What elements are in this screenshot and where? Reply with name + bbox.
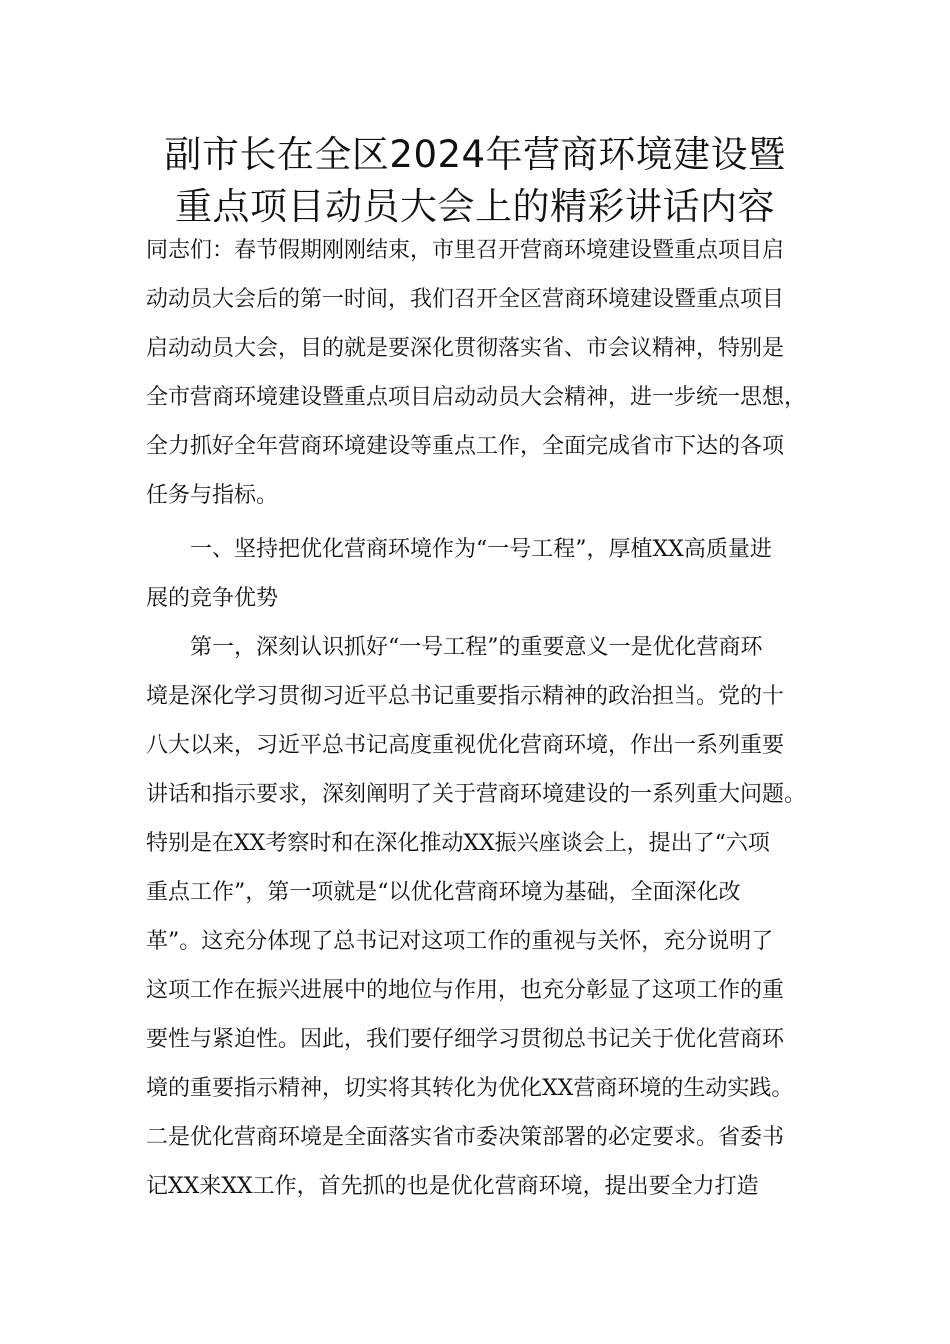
body-line: 革”。这充分体现了总书记对这项工作的重视与关怀，充分说明了 xyxy=(146,929,774,954)
body-line: 动动员大会后的第一时间，我们召开全区营商环境建设暨重点项目 xyxy=(146,287,785,312)
document-title-line-1: 副市长在全区2024年营商环境建设暨 xyxy=(164,133,786,176)
body-line: 这项工作在振兴进展中的地位与作用，也充分彰显了这项工作的重 xyxy=(146,978,785,1003)
body-line: 同志们：春节假期刚刚结束，市里召开营商环境建设暨重点项目启 xyxy=(146,238,785,263)
body-line: 重点工作”，第一项就是“以优化营商环境为基础，全面深化改 xyxy=(146,880,741,905)
document-title-line-2: 重点项目动员大会上的精彩讲话内容 xyxy=(175,185,775,228)
body-line: 八大以来，习近平总书记高度重视优化营商环境，作出一系列重要 xyxy=(146,733,785,758)
section-heading-line: 展的竞争优势 xyxy=(146,586,279,611)
body-line: 讲话和指示要求，深刻阐明了关于营商环境建设的一系列重大问题。 xyxy=(146,782,807,807)
body-line: 特别是在XX考察时和在深化推动XX振兴座谈会上，提出了“六项 xyxy=(146,831,770,856)
body-line: 全市营商环境建设暨重点项目启动动员大会精神，进一步统一思想， xyxy=(146,385,807,410)
body-line: 境是深化学习贯彻习近平总书记重要指示精神的政治担当。党的十 xyxy=(146,684,785,709)
body-line: 境的重要指示精神，切实将其转化为优化XX营商环境的生动实践。 xyxy=(146,1076,794,1101)
body-line: 第一，深刻认识抓好“一号工程”的重要意义一是优化营商环 xyxy=(190,635,763,660)
body-line: 全力抓好全年营商环境建设等重点工作，全面完成省市下达的各项 xyxy=(146,434,785,459)
body-line: 记XX来XX工作，首先抓的也是优化营商环境，提出要全力打造 xyxy=(146,1174,759,1199)
body-line: 二是优化营商环境是全面落实省市委决策部署的必定要求。省委书 xyxy=(146,1125,785,1150)
body-line: 启动动员大会，目的就是要深化贯彻落实省、市会议精神，特别是 xyxy=(146,336,785,361)
section-heading-line: 一、坚持把优化营商环境作为“一号工程”，厚植XX高质量进 xyxy=(190,537,772,562)
body-line: 任务与指标。 xyxy=(146,483,279,508)
body-line: 要性与紧迫性。因此，我们要仔细学习贯彻总书记关于优化营商环 xyxy=(146,1027,785,1052)
